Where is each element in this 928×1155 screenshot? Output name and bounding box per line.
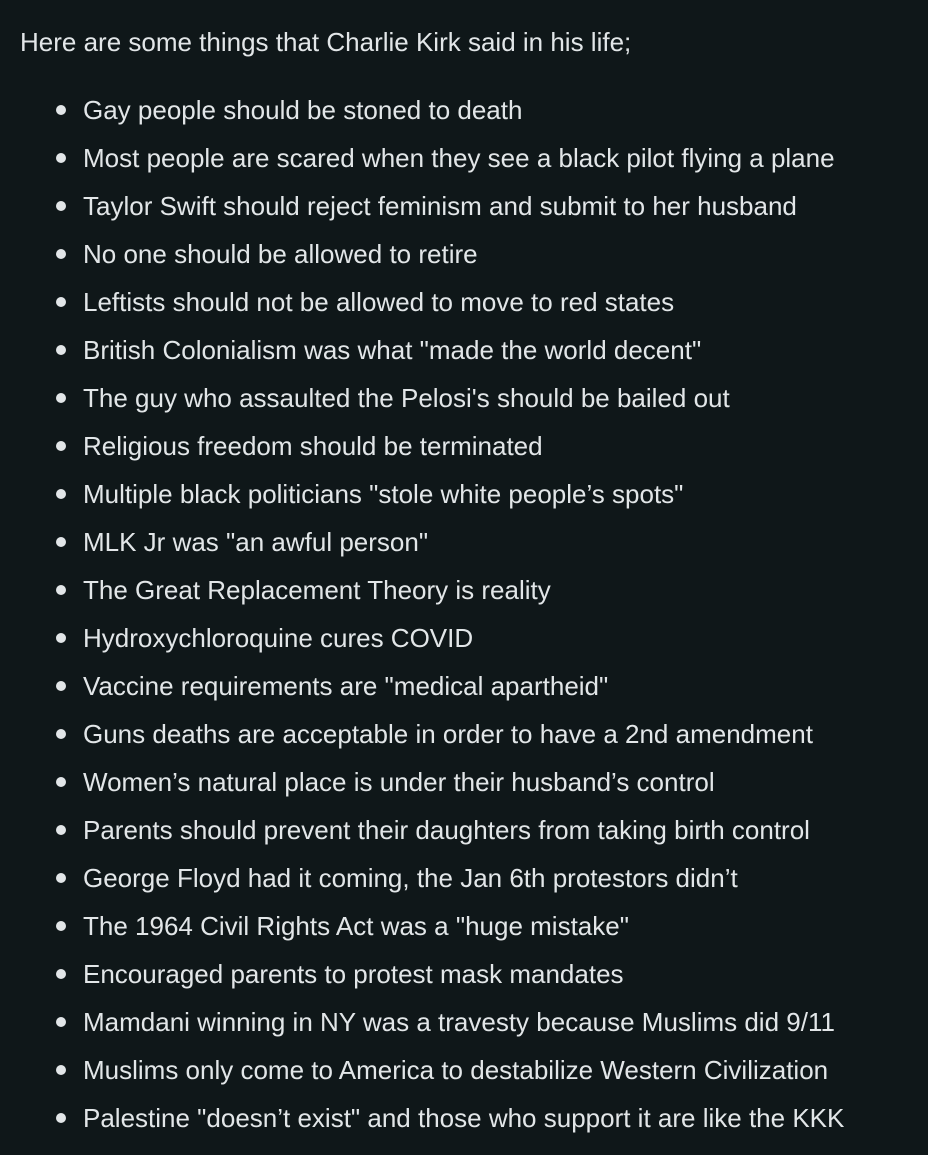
list-item-text: Parents should prevent their daughters from taking birth control	[83, 815, 810, 845]
list-item	[20, 86, 920, 134]
list-item	[20, 662, 920, 710]
bullet-icon	[56, 585, 66, 595]
list-item-text: Religious freedom should be terminated	[83, 431, 543, 461]
list-item	[20, 998, 920, 1046]
bullet-icon	[56, 1113, 66, 1123]
list-item	[20, 278, 920, 326]
list-item-text: MLK Jr was "an awful person"	[83, 527, 429, 557]
list-item-text: The 1964 Civil Rights Act was a "huge mistake"	[83, 911, 629, 941]
list-item-text: Women’s natural place is under their husband’s control	[83, 767, 715, 797]
bullet-icon	[56, 729, 66, 739]
list-item-text: George Floyd had it coming, the Jan 6th protestors didn’t	[83, 863, 738, 893]
bullet-icon	[56, 873, 66, 883]
list-item-text: Multiple black politicians "stole white people’s spots"	[83, 479, 684, 509]
list-item	[20, 614, 920, 662]
bullet-icon	[56, 633, 66, 643]
list-item	[20, 806, 920, 854]
list-item	[20, 134, 920, 182]
list-item	[20, 710, 920, 758]
bullet-icon	[56, 153, 66, 163]
bullet-icon	[56, 1017, 66, 1027]
list-item-text: The Great Replacement Theory is reality	[83, 575, 551, 605]
list-item-text: British Colonialism was what "made the world decent"	[83, 335, 702, 365]
list-item	[20, 182, 920, 230]
bullet-icon	[56, 393, 66, 403]
list-item-text: Hydroxychloroquine cures COVID	[83, 623, 474, 653]
bullet-icon	[56, 345, 66, 355]
list-item-text: Most people are scared when they see a black pilot flying a plane	[83, 143, 835, 173]
list-item-text: Vaccine requirements are "medical apartheid"	[83, 671, 609, 701]
bullet-icon	[56, 489, 66, 499]
bullet-icon	[56, 825, 66, 835]
intro-text: Here are some things that Charlie Kirk said in his life;	[20, 27, 632, 57]
bullet-icon	[56, 105, 66, 115]
list-item	[20, 326, 920, 374]
bullet-icon	[56, 777, 66, 787]
list-item	[20, 1046, 920, 1094]
list-item	[20, 230, 920, 278]
bullet-icon	[56, 297, 66, 307]
list-item	[20, 422, 920, 470]
list-item	[20, 1094, 920, 1142]
list-item	[20, 758, 920, 806]
list-item	[20, 566, 920, 614]
list-item-text: Muslims only come to America to destabilize Western Civilization	[83, 1055, 829, 1085]
bullet-list	[20, 86, 920, 1142]
list-item-text: Palestine "doesn’t exist" and those who support it are like the KKK	[83, 1103, 845, 1133]
list-item-text: Mamdani winning in NY was a travesty because Muslims did 9/11	[83, 1007, 835, 1037]
bullet-icon	[56, 1065, 66, 1075]
document-content	[20, 22, 920, 1142]
bullet-icon	[56, 441, 66, 451]
list-item	[20, 902, 920, 950]
list-item-text: Gay people should be stoned to death	[83, 95, 523, 125]
list-item	[20, 518, 920, 566]
list-item-text: Encouraged parents to protest mask mandates	[83, 959, 624, 989]
bullet-icon	[56, 249, 66, 259]
bullet-icon	[56, 969, 66, 979]
bullet-icon	[56, 681, 66, 691]
list-item	[20, 374, 920, 422]
list-item	[20, 950, 920, 998]
bullet-icon	[56, 537, 66, 547]
bullet-icon	[56, 201, 66, 211]
list-item-text: Guns deaths are acceptable in order to have a 2nd amendment	[83, 719, 813, 749]
list-item-text: Leftists should not be allowed to move to red states	[83, 287, 675, 317]
list-item-text: Taylor Swift should reject feminism and submit to her husband	[83, 191, 797, 221]
list-item	[20, 854, 920, 902]
bullet-icon	[56, 921, 66, 931]
list-item-text: No one should be allowed to retire	[83, 239, 478, 269]
list-item-text: The guy who assaulted the Pelosi's should be bailed out	[83, 383, 730, 413]
list-item	[20, 470, 920, 518]
